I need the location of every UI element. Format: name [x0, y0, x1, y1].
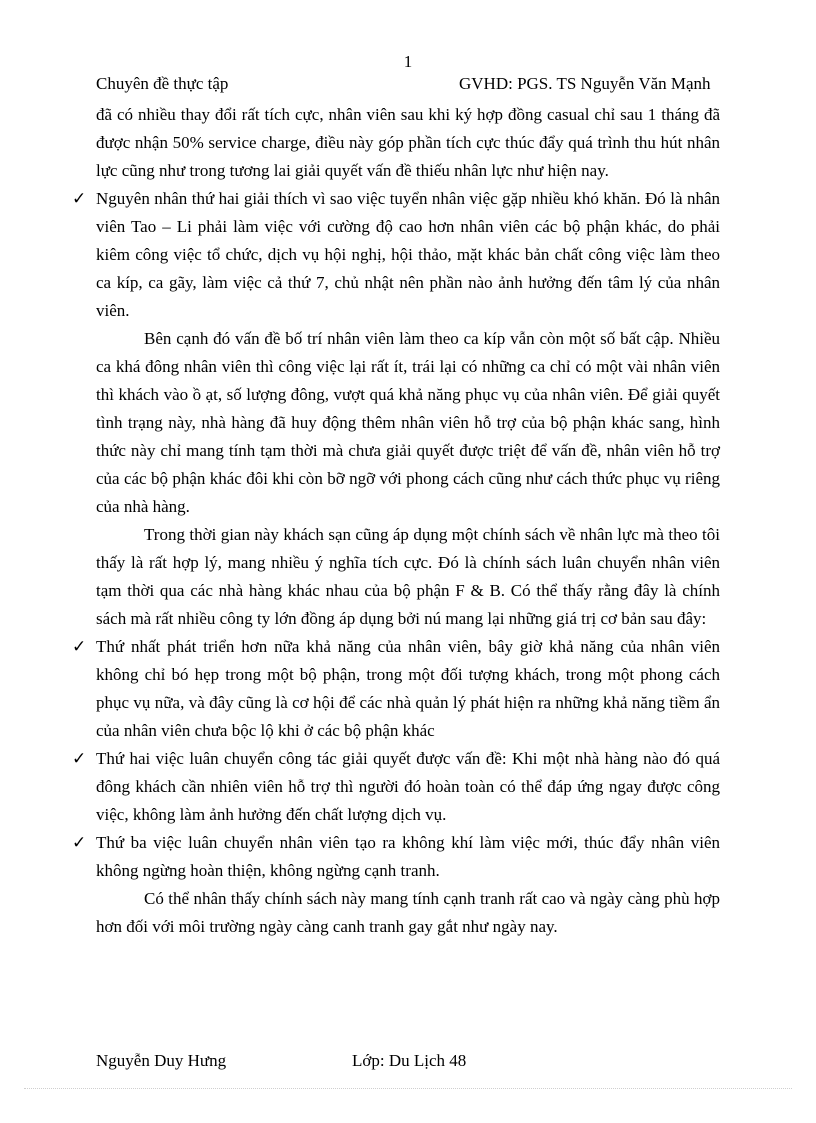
footer-author: Nguyễn Duy Hưng	[96, 1051, 227, 1070]
check-mark-icon: ✓	[72, 749, 87, 768]
bullet-item	[72, 185, 720, 325]
page-number: 1	[403, 52, 413, 71]
footer-divider	[24, 1088, 792, 1089]
check-mark-icon: ✓	[72, 833, 87, 852]
paragraph-continued: đã có nhiều thay đổi rất tích cực, nhân viên sau khi ký hợp đồng casual chỉ sau 1 tháng đã được nhận 50% service charge, điều này góp phần tích cực thúc đẩy quá trình thu hút nhân lực cũng như trong tương lai giải quyết vấn đề thiếu nhân lực như hiện nay.	[96, 105, 720, 180]
bullet-text: Thứ hai việc luân chuyển công tác giải quyết được vấn đề: Khi một nhà hàng nào đó quá đông khách cần nhiên viên hỗ trợ thì người đó hoàn toàn có thể đáp ứng ngay được công việc, không làm ảnh hưởng đến chất lượng dịch vụ.	[96, 749, 720, 824]
footer-class: Lớp: Du Lịch 48	[352, 1051, 467, 1070]
paragraph: Bên cạnh đó vấn đề bố trí nhân viên làm theo ca kíp vẫn còn một số bất cập. Nhiều ca khá đông nhân viên thì công việc lại rất ít, trái lại có những ca chỉ có một vài nhân viên thì khách vào ồ ạt, số lượng đông, vượt quá khả năng phục vụ của nhân viên. Để giải quyết tình trạng này, nhà hàng đã huy động thêm nhân viên hỗ trợ của bộ phận khác sang, hình thức này chỉ mang tính tạm thời mà chưa giải quyết được triệt để vấn đề, nhân viên hỗ trợ của các bộ phận khác đôi khi còn bỡ ngỡ với phong cách cũng như cách thức phục vụ riêng của nhà hàng.	[96, 329, 720, 516]
paragraph: Trong thời gian này khách sạn cũng áp dụng một chính sách về nhân lực mà theo tôi thấy là rất hợp lý, mang nhiều ý nghĩa tích cực. Đó là chính sách luân chuyển nhân viên tạm thời qua các nhà hàng khác nhau của bộ phận F & B. Có thể thấy rằng đây là chính sách mà rất nhiều công ty lớn đồng áp dụng bởi nú mang lại những giá trị cơ bản sau đây:	[96, 525, 720, 628]
header-advisor: GVHD: PGS. TS Nguyễn Văn Mạnh	[459, 74, 711, 93]
bullet-item	[72, 633, 720, 745]
check-mark-icon: ✓	[72, 189, 87, 208]
paragraph: Có thể nhân thấy chính sách này mang tính cạnh tranh rất cao và ngày càng phù hợp hơn đối với môi trường ngày càng canh tranh gay gắt như ngày nay.	[96, 889, 720, 936]
header-topic: Chuyên đề thực tập	[96, 74, 229, 93]
check-mark-icon: ✓	[72, 637, 87, 656]
bullet-text: Thứ ba việc luân chuyển nhân viên tạo ra không khí làm việc mới, thúc đẩy nhân viên không ngừng hoàn thiện, không ngừng cạnh tranh.	[96, 833, 720, 880]
bullet-item	[72, 829, 720, 885]
document-body	[72, 101, 720, 941]
bullet-item	[72, 745, 720, 829]
bullet-text: Thứ nhất phát triển hơn nữa khả năng của nhân viên, bây giờ khả năng của nhân viên không chỉ bó hẹp trong một bộ phận, trong một đối tượng khách, trong một phong cách phục vụ nữa, và đây cũng là cơ hội để các nhà quản lý phát hiện ra những khả năng tiềm ẩn của nhân viên chưa bộc lộ khi ở các bộ phận khác	[96, 637, 720, 740]
bullet-text: Nguyên nhân thứ hai giải thích vì sao việc tuyển nhân việc gặp nhiều khó khăn. Đó là nhân viên Tao – Li phải làm việc với cường độ cao hơn nhân viên các bộ phận khác, do phải kiêm công việc tổ chức, dịch vụ hội nghị, hội thảo, mặt khác bản chất công việc làm theo ca kíp, ca gãy, làm việc cả thứ 7, chủ nhật nên phần nào ảnh hưởng đến tâm lý của nhân viên.	[96, 189, 720, 320]
